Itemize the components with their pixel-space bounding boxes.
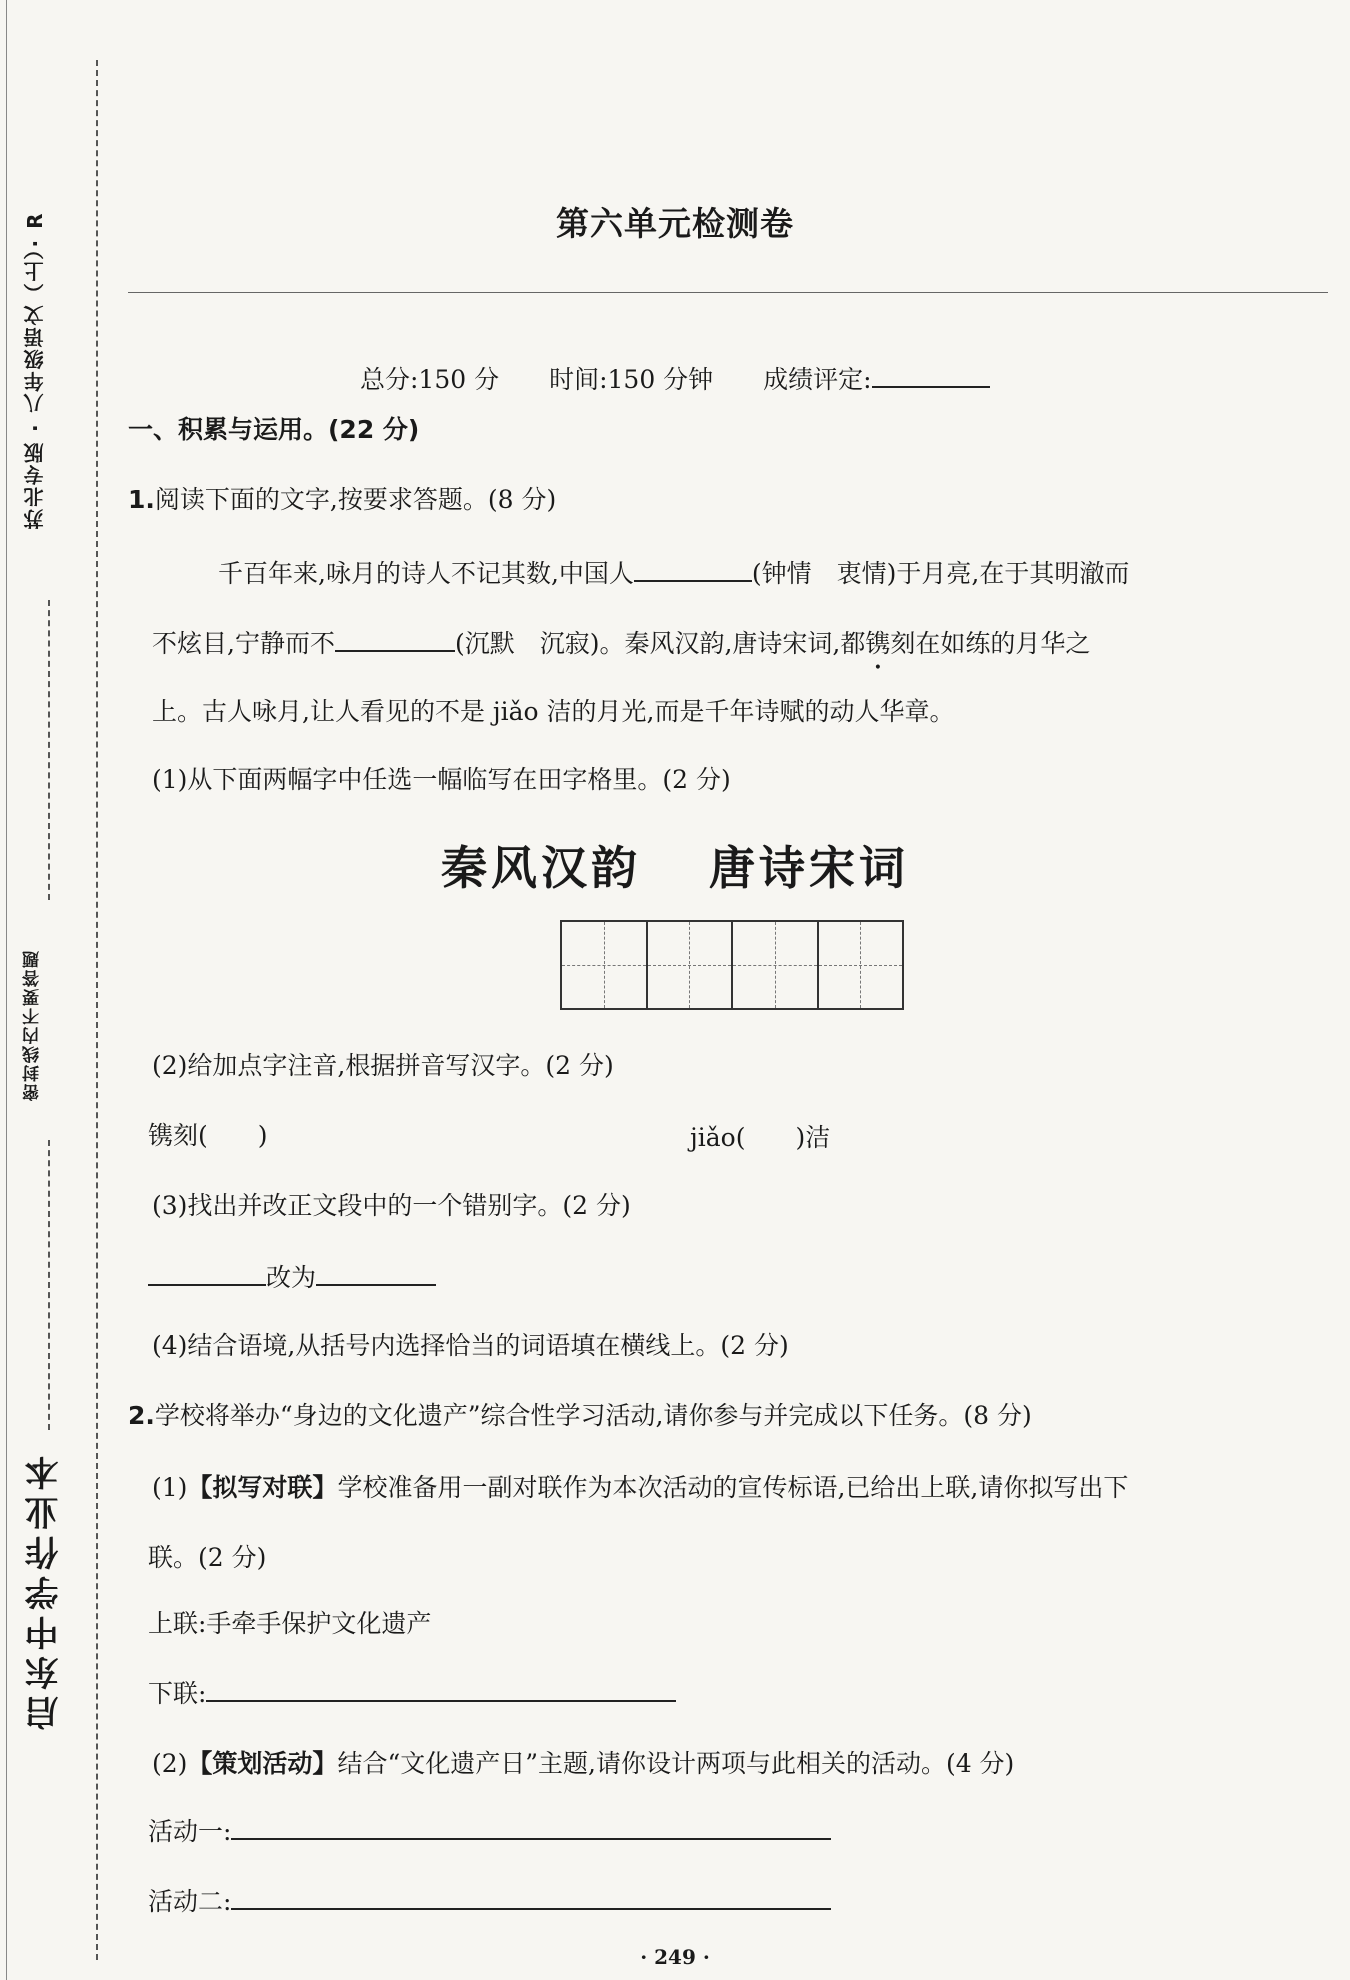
activity-2-blank[interactable] [231,1880,831,1910]
passage-text: 千百年来,咏月的诗人不记其数,中国人 [218,559,634,588]
q2-sub-2-text: 结合“文化遗产日”主题,请你设计两项与此相关的活动。(4 分) [337,1749,1015,1778]
q1-sub-3: (3)找出并改正文段中的一个错别字。(2 分) [152,1191,631,1220]
q1-passage-line-2 [152,622,1090,660]
page-number: · 249 · [640,1945,710,1969]
q2-sub-1-cont: 联。(2 分) [148,1543,267,1572]
side-seal-notice: 密封线内不要答题 [23,949,43,1101]
score-meta-text: 总分:150 分 时间:150 分钟 成绩评定: [360,365,872,394]
grade-blank[interactable] [872,358,990,388]
q2-sub-1 [152,1468,1128,1504]
q2-stem: 学校将举办“身边的文化遗产”综合性学习活动,请你参与并完成以下任务。(8 分) [154,1401,1032,1430]
binding-dashed-line [96,60,98,1960]
q1-sub-2: (2)给加点字注音,根据拼音写汉字。(2 分) [152,1051,614,1080]
activity-2 [148,1880,831,1918]
wrong-char-blank[interactable] [148,1256,266,1286]
side-dash-lower [48,1140,50,1430]
q1-stem-line [128,480,556,516]
tianzige-grid[interactable] [560,920,904,1010]
grid-cell[interactable] [562,922,648,1008]
grid-cell[interactable] [648,922,734,1008]
lower-couplet-blank[interactable] [206,1672,676,1702]
grid-cell[interactable] [733,922,819,1008]
title-rule [128,292,1328,293]
score-meta [360,358,990,396]
lower-couplet [148,1672,676,1710]
calligraphy-sample-1: 秦风汉韵 [441,841,641,895]
q1-sub-4: (4)结合语境,从括号内选择恰当的词语填在横线上。(2 分) [152,1331,789,1360]
correct-char-blank[interactable] [316,1256,436,1286]
q1-sub-3-answer [148,1256,436,1294]
q2-sub-2-tag: 【策划活动】 [187,1749,338,1778]
q1-number: 1. [128,485,155,514]
q1-passage-line-3: 上。古人咏月,让人看见的不是 jiǎo 洁的月光,而是千年诗赋的动人华章。 [152,697,955,726]
q1-sub-2-a: 镌刻( ) [148,1121,268,1150]
passage-text: (钟情 衷情)于月亮,在于其明澈而 [751,559,1130,588]
activity-1-blank[interactable] [231,1810,831,1840]
grid-cell[interactable] [819,922,903,1008]
activity-1-label: 活动一: [148,1817,232,1846]
section-1-heading: 一、积累与运用。(22 分) [128,415,420,444]
q1-sub-1: (1)从下面两幅字中任选一幅临写在田字格里。(2 分) [152,765,731,794]
passage-text: 刻在如练的月华之 [890,629,1091,658]
q2-sub-1-text: 学校准备用一副对联作为本次活动的宣传标语,已给出上联,请你拟写出下 [337,1473,1129,1502]
blank-zhongqing[interactable] [634,552,752,582]
blank-chenji[interactable] [335,622,455,652]
activity-2-label: 活动二: [148,1887,232,1916]
activity-1 [148,1810,831,1848]
calligraphy-samples [0,832,1350,898]
q1-passage-line-1 [218,552,1129,590]
q1-stem: 阅读下面的文字,按要求答题。(8 分) [154,485,557,514]
q1-sub-2-b: jiǎo( )洁 [690,1123,831,1152]
q2-stem-line [128,1396,1032,1432]
page-edge-line [6,0,7,1980]
dotted-char: 镌 [865,629,891,658]
passage-text: (沉默 沉寂)。秦风汉韵,唐诗宋词,都 [454,629,866,658]
q2-sub-2-number: (2) [152,1749,188,1778]
passage-text: 不炫目,宁静而不 [152,629,335,658]
q2-sub-1-number: (1) [152,1473,188,1502]
side-book-title: 启东中学作业本 [25,1450,65,1730]
calligraphy-sample-2: 唐诗宋词 [709,841,909,895]
upper-couplet: 上联:手牵手保护文化遗产 [148,1609,432,1638]
change-to-label: 改为 [266,1263,317,1292]
q2-sub-2 [152,1744,1014,1780]
side-series-label: 苏北专版 · 八年级语文（上）· R [23,211,47,529]
q2-sub-1-tag: 【拟写对联】 [187,1473,338,1502]
page-title: 第六单元检测卷 [556,204,794,243]
q2-number: 2. [128,1401,155,1430]
lower-couplet-label: 下联: [148,1679,207,1708]
